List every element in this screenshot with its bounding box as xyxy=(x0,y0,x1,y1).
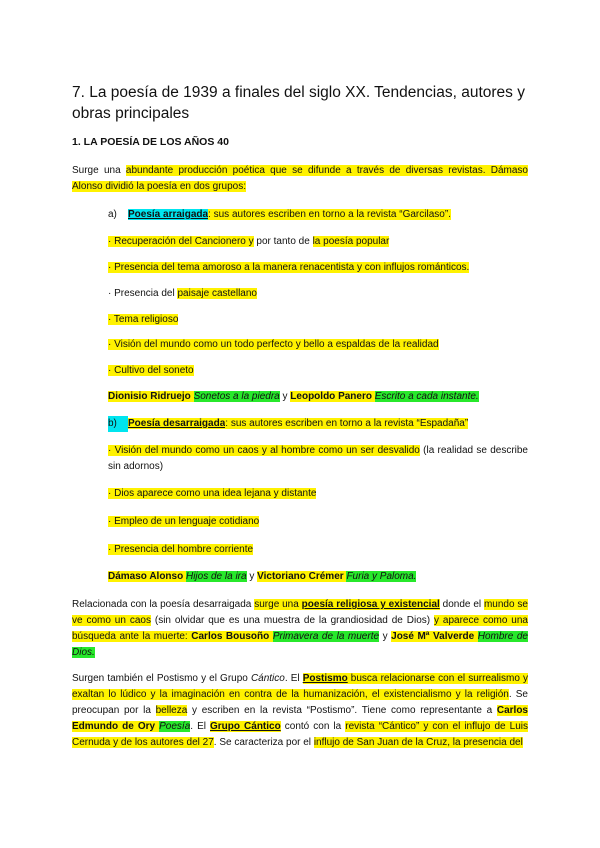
author-name: Dionisio Ridruejo xyxy=(108,391,191,402)
section-heading: 1. LA POESÍA DE LOS AÑOS 40 xyxy=(72,136,229,148)
work-title: Furia y Paloma. xyxy=(346,571,417,582)
connector-text: y xyxy=(246,571,258,582)
author-name: Victoriano Crémer xyxy=(257,571,344,582)
connector-text: y xyxy=(279,391,291,402)
item-text: · Presencia del xyxy=(108,288,178,299)
author-name: Carlos Edmundo de Ory xyxy=(72,705,528,732)
intro-highlight: abundante producción poética que se difunde a través de diversas revistas. Dámaso Alonso dividió la poesía en dos grupos: xyxy=(72,165,528,192)
item-text: · Cultivo del soneto xyxy=(108,365,194,376)
item-text: la poesía popular xyxy=(312,236,390,247)
item-text: · Presencia del hombre corriente xyxy=(108,544,254,555)
author-name: Leopoldo Panero xyxy=(290,391,372,402)
work-title: Primavera de la muerte xyxy=(272,631,380,642)
paragraph-highlight: poesía religiosa y existencial xyxy=(301,599,440,610)
list-item xyxy=(108,443,528,475)
work-title: Escrito a cada instante. xyxy=(374,391,479,402)
paragraph-highlight: surge una xyxy=(254,599,302,610)
connector-text: y xyxy=(379,631,392,642)
group-a-authors xyxy=(108,389,528,405)
paragraph-highlight: influjo de San Juan de la Cruz, la presencia del xyxy=(313,737,523,748)
group-a-description: : sus autores escriben en torno a la revista “Garcilaso”. xyxy=(208,209,451,220)
list-item xyxy=(108,286,528,302)
list-item xyxy=(108,312,528,328)
paragraph-highlight: Postismo xyxy=(302,673,348,684)
paragraph-text: . Se preocupan por la xyxy=(72,689,528,716)
work-title: Poesía xyxy=(159,721,191,732)
item-text: paisaje castellano xyxy=(177,288,257,299)
paragraph-text: Surgen también el Postismo y el Grupo xyxy=(72,673,251,684)
list-item xyxy=(108,260,528,276)
work-title: Sonetos a la piedra xyxy=(193,391,280,402)
list-item xyxy=(108,337,528,353)
list-item xyxy=(108,234,528,250)
group-b-name: Poesía desarraigada xyxy=(128,418,226,429)
intro-text: Surge una xyxy=(72,165,126,176)
paragraph-highlight: Grupo Cántico xyxy=(210,721,281,732)
list-item xyxy=(108,363,528,379)
work-title: Hijos de la ira xyxy=(185,571,247,582)
author-name: José Mª Valverde xyxy=(391,631,475,642)
group-b-heading xyxy=(108,416,528,432)
postismo-paragraph xyxy=(72,671,528,751)
author-name: Carlos Bousoño xyxy=(191,631,270,642)
work-title: Hombre de Dios. xyxy=(72,631,528,658)
paragraph-text: . El xyxy=(284,673,303,684)
item-text: por tanto de xyxy=(253,236,313,247)
item-text: · Dios aparece como una idea lejana y distante xyxy=(108,488,317,499)
list-item xyxy=(108,542,528,558)
list-item xyxy=(108,486,528,502)
paragraph-text: y escriben en la revista “Postismo”. Tiene como representante a xyxy=(187,705,497,716)
paragraph-highlight: revista “Cántico” y con el influjo de Luis Cernuda y de los autores del 27 xyxy=(72,721,528,748)
item-text: · Recuperación del Cancionero y xyxy=(108,236,254,247)
paragraph-text: . El xyxy=(190,721,211,732)
paragraph-text: donde el xyxy=(439,599,484,610)
group-b-description: : sus autores escriben en torno a la revista “Espadaña” xyxy=(225,418,469,429)
item-text: · Visión del mundo como un caos y al hombre como un ser desvalido xyxy=(108,445,420,456)
paragraph-text: (sin olvidar que es una muestra de la grandiosidad de Dios) xyxy=(150,615,435,626)
item-text: (la realidad se describe sin adornos) xyxy=(108,445,528,472)
document-title: 7. La poesía de 1939 a finales del siglo XX. Tendencias, autores y obras principales xyxy=(72,84,525,122)
paragraph-text: . Se caracteriza por el xyxy=(213,737,314,748)
item-text: · Visión del mundo como un todo perfecto y bello a espaldas de la realidad xyxy=(108,339,439,350)
list-marker: b) xyxy=(108,416,128,432)
paragraph-text: contó con la xyxy=(280,721,346,732)
item-text: · Empleo de un lenguaje cotidiano xyxy=(108,516,260,527)
group-b-authors xyxy=(108,569,528,585)
item-text: · Tema religioso xyxy=(108,314,179,325)
work-title: Cántico xyxy=(250,673,285,684)
item-text: · Presencia del tema amoroso a la manera renacentista y con influjos románticos. xyxy=(108,262,470,273)
paragraph-highlight: mundo se ve como un caos xyxy=(72,599,528,626)
paragraph-highlight: busca relacionarse con el surrealismo y exaltan lo lúdico y la imaginación en contra de la humanización, el existencialismo y la religión xyxy=(72,673,528,700)
author-name: Dámaso Alonso xyxy=(108,571,184,582)
paragraph-highlight: y aparece como una búsqueda ante la muerte: xyxy=(72,615,528,642)
list-marker: a) xyxy=(108,209,117,220)
intro-paragraph xyxy=(72,163,528,195)
group-a-heading xyxy=(108,207,528,223)
paragraph-text: Relacionada con la poesía desarraigada xyxy=(72,599,255,610)
paragraph-highlight: belleza xyxy=(155,705,188,716)
religious-poetry-paragraph xyxy=(72,597,528,661)
group-a-name: Poesía arraigada xyxy=(128,209,209,220)
list-item xyxy=(108,514,528,530)
